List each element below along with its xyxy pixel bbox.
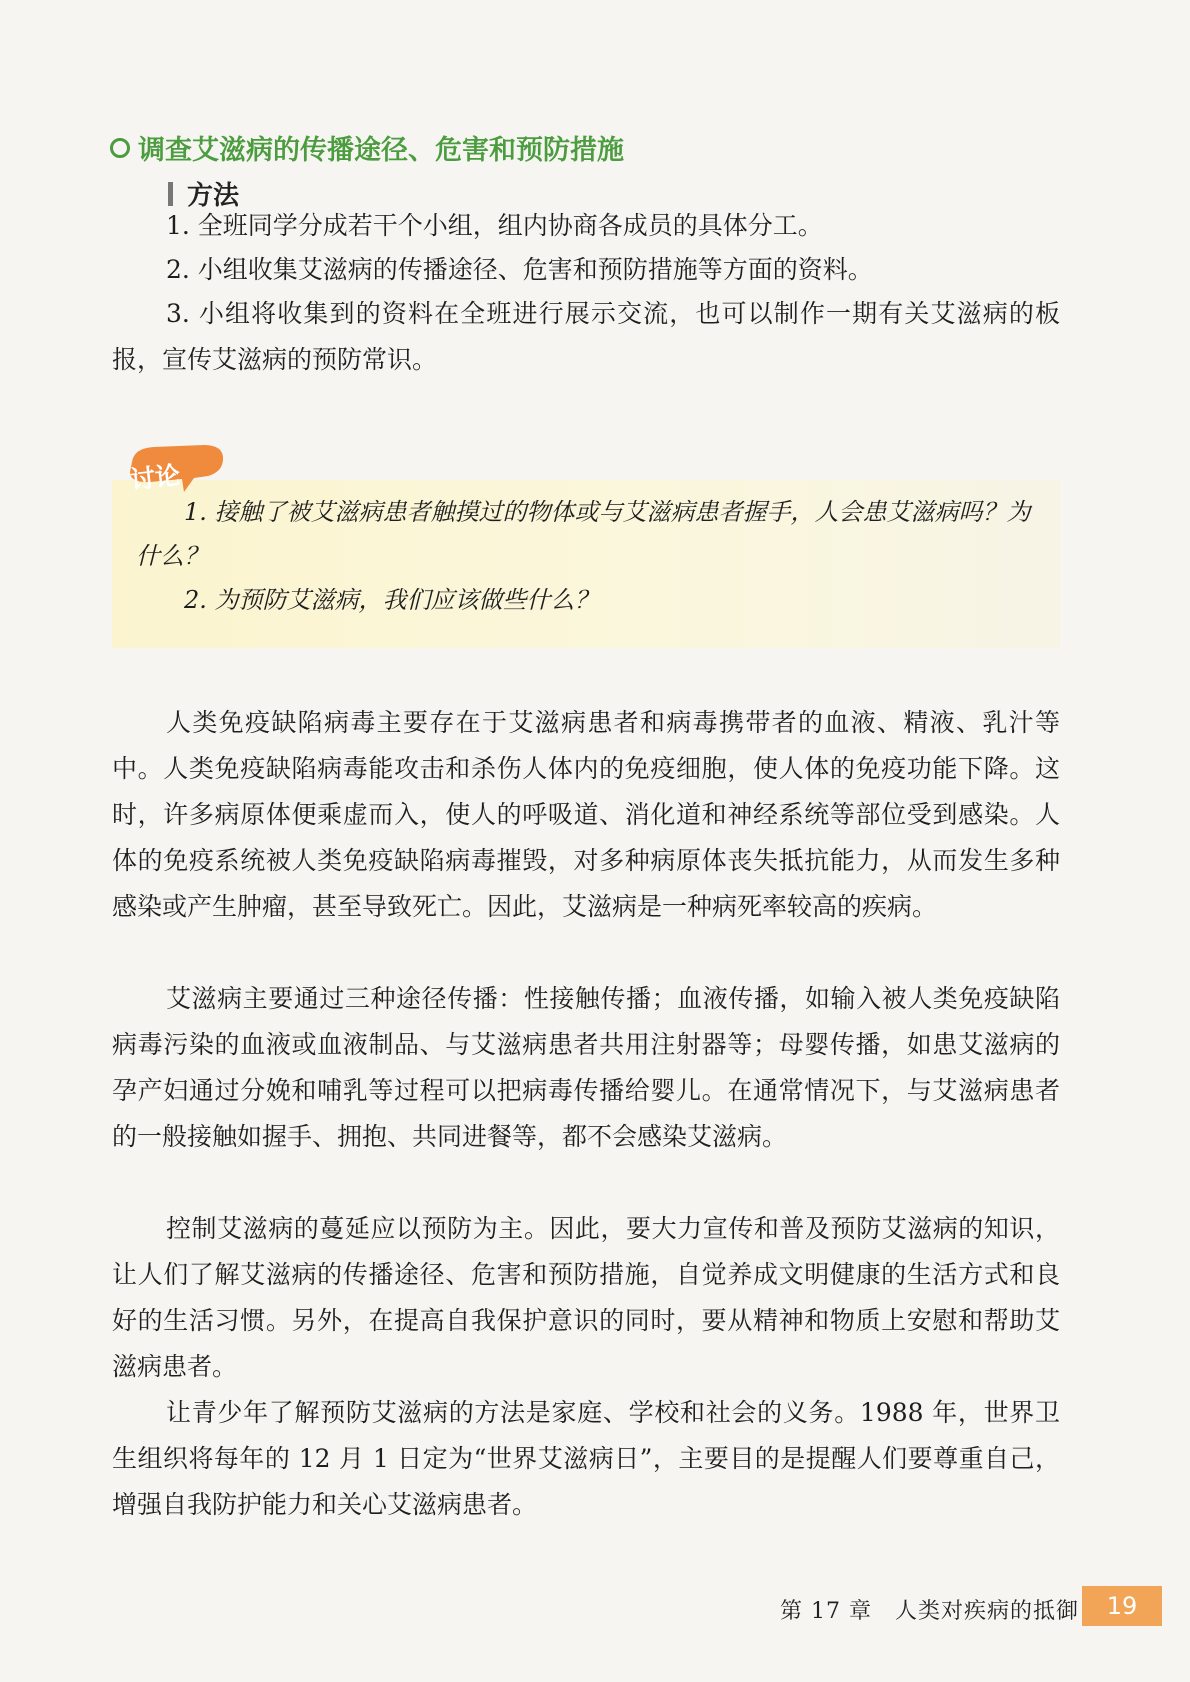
footer-chapter: 第 17 章 人类对疾病的抵御 <box>780 1599 1079 1624</box>
discussion-question-2: 2. 为预防艾滋病，我们应该做些什么？ <box>184 586 599 614</box>
body-paragraph-4: 让青少年了解预防艾滋病的方法是家庭、学校和社会的义务。1988 年，世界卫生组织将每年的 12 月 1 日定为“世界艾滋病日”，主要目的是提醒人们要尊重自己，增强自我防护能力和关心艾滋病患者。 <box>112 1398 1060 1519</box>
method-heading-text: 方法 <box>187 181 240 211</box>
discussion-badge-label: 讨论 <box>128 460 182 495</box>
bar-icon <box>168 182 173 206</box>
body-paragraph-1: 人类免疫缺陷病毒主要存在于艾滋病患者和病毒携带者的血液、精液、乳汁等中。人类免疫缺陷病毒能攻击和杀伤人体内的免疫细胞，使人体的免疫功能下降。这时，许多病原体便乘虚而入，使人的呼吸道、消化道和神经系统等部位受到感染。人体的免疫系统被人类免疫缺陷病毒摧毁，对多种病原体丧失抵抗能力，从而发生多种感染或产生肿瘤，甚至导致死亡。因此，艾滋病是一种病死率较高的疾病。 <box>112 708 1060 921</box>
section-title-text: 调查艾滋病的传播途径、危害和预防措施 <box>138 135 624 166</box>
method-step-1: 1. 全班同学分成若干个小组，组内协商各成员的具体分工。 <box>166 211 823 240</box>
circle-icon <box>110 138 130 158</box>
body-paragraph-2: 艾滋病主要通过三种途径传播：性接触传播；血液传播，如输入被人类免疫缺陷病毒污染的血液或血液制品、与艾滋病患者共用注射器等；母婴传播，如患艾滋病的孕产妇通过分娩和哺乳等过程可以把病毒传播给婴儿。在通常情况下，与艾滋病患者的一般接触如握手、拥抱、共同进餐等，都不会感染艾滋病。 <box>112 984 1060 1151</box>
body-paragraph-3: 控制艾滋病的蔓延应以预防为主。因此，要大力宣传和普及预防艾滋病的知识，让人们了解艾滋病的传播途径、危害和预防措施，自觉养成文明健康的生活方式和良好的生活习惯。另外，在提高自我保护意识的同时，要从精神和物质上安慰和帮助艾滋病患者。 <box>112 1214 1060 1381</box>
section-title <box>110 128 624 167</box>
page-number: 19 <box>1082 1586 1162 1626</box>
method-step-3: 3. 小组将收集到的资料在全班进行展示交流，也可以制作一期有关艾滋病的板报，宣传艾滋病的预防常识。 <box>112 299 1060 374</box>
discussion-question-1: 1. 接触了被艾滋病患者触摸过的物体或与艾滋病患者握手，人会患艾滋病吗？为什么？ <box>136 498 1031 570</box>
method-step-2: 2. 小组收集艾滋病的传播途径、危害和预防措施等方面的资料。 <box>166 255 873 284</box>
